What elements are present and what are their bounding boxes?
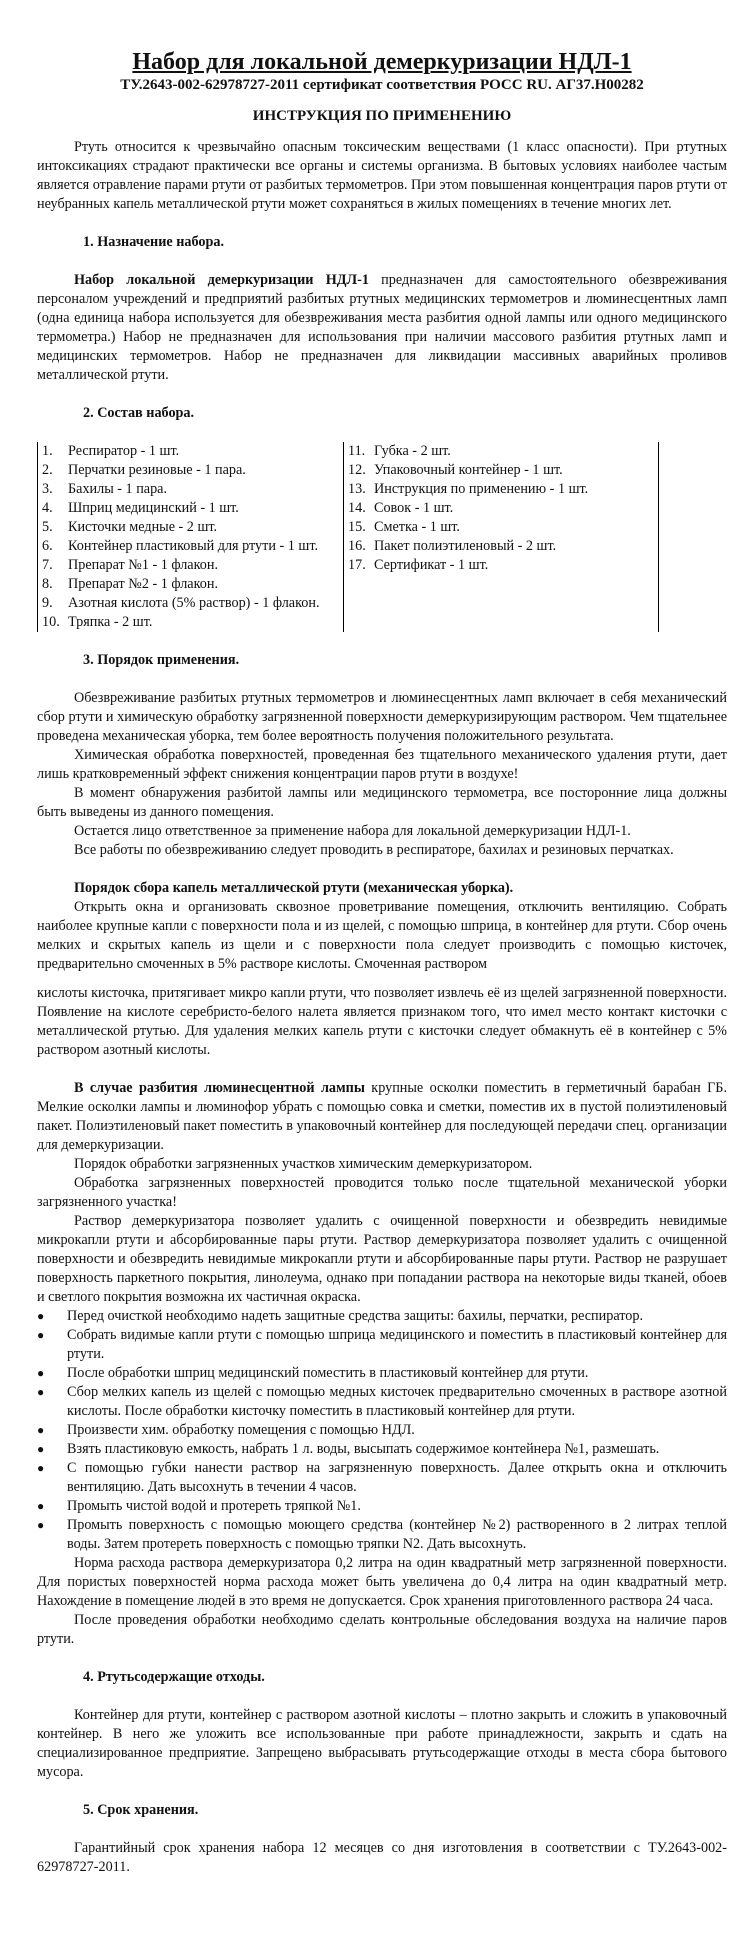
list-item: ● Взять пластиковую емкость, набрать 1 л. воды, высыпать содержимое контейнера №1, размешать. xyxy=(37,1441,660,1457)
intro-paragraph: Ртуть относится к чрезвычайно опасным токсическим веществами (1 класс опасности). При ртутных интоксикациях страдают практически все органы и системы организма. В бытовых условиях наиболее частым является отравление парами ртути от разбитых термометров. При этом повышенная концентрация паров ртути от неубранных капель металлической ртути может сохраняться в жилых помещениях в течение многих лет. xyxy=(37,139,727,212)
collect-heading: Порядок сбора капель металлической ртути (механическая уборка). xyxy=(74,880,514,896)
list-item: 8. Препарат №2 - 1 флакон. xyxy=(42,576,219,592)
list-item: 10. Тряпка - 2 шт. xyxy=(42,614,153,630)
list-item: ● Промыть чистой водой и протереть тряпкой №1. xyxy=(37,1498,361,1514)
collect-paragraph-continued: кислоты кисточка, притягивает микро капли ртути, что позволяет извлечь её из щелей загрязненной поверхности. Появление на кислоте серебристо-белого налета является признаком того, что имел место контакт кисточки с металлической ртутью. Для удаления мелких капель ртути с кисточки следует обмакнуть её в контейнер с 5% раствором азотный кислоты. xyxy=(37,985,727,1058)
list-item: ● Сбор мелких капель из щелей с помощью медных кисточек предварительно смоченных в растворе азотной кислоты. После обработки кисточку поместить в пластиковый контейнер для ртути. xyxy=(37,1384,727,1419)
section-5-heading: 5. Срок хранения. xyxy=(83,1802,199,1818)
chem-paragraph: Обработка загрязненных поверхностей проводится только после тщательной механической уборки загрязненного участка! xyxy=(37,1175,727,1210)
section-1-paragraph xyxy=(37,271,727,385)
list-item: 16. Пакет полиэтиленовый - 2 шт. xyxy=(348,538,557,554)
section-5-paragraph: Гарантийный срок хранения набора 12 месяцев со дня изготовления в соответствии с ТУ.2643-002-62978727-2011. xyxy=(37,1840,727,1875)
list-item: 3. Бахилы - 1 пара. xyxy=(42,481,168,497)
list-item: 1. Респиратор - 1 шт. xyxy=(42,443,180,459)
procedure-bullets xyxy=(37,1307,727,1554)
control-paragraph: После проведения обработки необходимо сделать контрольные обследования воздуха на наличие паров ртути. xyxy=(37,1612,727,1647)
lamp-paragraph: В случае разбития люминесцентной лампы крупные осколки поместить в герметичный барабан ГБ. Мелкие осколки лампы и люминофор убрать с помощью совка и сметки, поместив их в пустой полиэтиленовый пакет. Полиэтиленовый пакет поместить в упаковочный контейнер для последующей передачи спец. организации для демеркуризации. xyxy=(37,1080,728,1153)
section-4-heading: 4. Ртутьсодержащие отходы. xyxy=(83,1669,265,1685)
composition-column-1 xyxy=(37,442,344,632)
instruction-title: ИНСТРУКЦИЯ ПО ПРИМЕНЕНИЮ xyxy=(252,108,512,124)
lamp-lead: В случае разбития люминесцентной лампы xyxy=(74,1080,365,1096)
list-item: ● Промыть поверхность с помощью моющего средства (контейнер №2) растворенного в 2 литрах теплой воды. Затем протереть поверхность с помощью тряпки N2. Дать высохнуть. xyxy=(37,1517,727,1552)
list-item: 13. Инструкция по применению - 1 шт. xyxy=(348,481,589,497)
section-3-paragraph: Химическая обработка поверхностей, проведенная без тщательного механического удаления ртути, дает лишь кратковременный эффект снижения концентрации паров ртути в воздухе! xyxy=(37,747,727,782)
section-3-paragraph: Все работы по обезвреживанию следует проводить в респираторе, бахилах и резиновых перчатках. xyxy=(74,842,674,858)
list-item: 2. Перчатки резиновые - 1 пара. xyxy=(42,462,246,478)
document-subtitle: ТУ.2643-002-62978727-2011 сертификат соответствия РОСС RU. АГ37.Н00282 xyxy=(120,77,644,93)
document-title: Набор для локальной демеркуризации НДЛ-1 xyxy=(132,49,632,75)
section-3-heading: 3. Порядок применения. xyxy=(83,652,240,668)
section-4-paragraph: Контейнер для ртути, контейнер с раствором азотной кислоты – плотно закрыть и сложить в упаковочный контейнер. В него же уложить все использованные при работе принадлежности, закрыть и сдать на специализированное предприятие. Запрещено выбрасывать ртутьсодержащие отходы в места сбора бытового мусора. xyxy=(37,1707,727,1780)
section-1-heading: 1. Назначение набора. xyxy=(83,234,225,250)
list-item: ● Перед очисткой необходимо надеть защитные средства защиты: бахилы, перчатки, респиратор. xyxy=(37,1308,643,1324)
list-item: 15. Сметка - 1 шт. xyxy=(348,519,460,535)
list-item: 17. Сертификат - 1 шт. xyxy=(348,557,489,573)
rate-paragraph: Норма расхода раствора демеркуризатора 0,2 литра на один квадратный метр загрязненной поверхности. Для пористых поверхностей норма расхода может быть увеличена до 0,4 литра на один квадратный метр. Нахождение в помещение людей в это время не допускается. Срок хранения приготовленного раствора 24 часа. xyxy=(37,1555,727,1609)
section-3-paragraph: Остается лицо ответственное за применение набора для локальной демеркуризации НДЛ-1. xyxy=(74,823,631,839)
list-item: 9. Азотная кислота (5% раствор) - 1 флакон. xyxy=(42,595,320,611)
section-1-lead: Набор локальной демеркуризации НДЛ-1 xyxy=(74,272,369,288)
list-item: 11. Губка - 2 шт. xyxy=(348,443,451,459)
list-item: 4. Шприц медицинский - 1 шт. xyxy=(42,500,239,516)
section-1-text: предназначен для самостоятельного обезвреживания персоналом учреждений и предприятий разбитых ртутных медицинских термометров и люминесцентных ламп (одна единица набора используется для обезвреживания места разбития одной лампы или одного медицинского термометра.) Набор не предназначен для использования при наличии массового разбития ртутных ламп и медицинских термометров. Набор не предназначен для ликвидации массивных аварийных проливов металлической ртути. xyxy=(37,272,728,383)
chem-paragraph: Раствор демеркуризатора позволяет удалить с очищенной поверхности и обезвредить невидимые микрокапли ртути и абсорбированные пары ртути. Раствор демеркуризатора позволяет удалить с очищенной поверхности и обезвредить невидимые микрокапли ртути и абсорбированные пары ртути. Раствор не разрушает поверхность паркетного покрытия, линолеума, однако при попадании раствора на некоторые виды тканей, обоев и светлого покрытия возможна их частичная окраска. xyxy=(37,1213,727,1305)
list-item: 12. Упаковочный контейнер - 1 шт. xyxy=(348,462,563,478)
section-2-heading: 2. Состав набора. xyxy=(83,405,195,421)
list-item: 7. Препарат №1 - 1 флакон. xyxy=(42,557,219,573)
list-item: ● Собрать видимые капли ртути с помощью шприца медицинского и поместить в пластиковый контейнер для ртути. xyxy=(37,1327,727,1362)
composition-list xyxy=(37,442,727,632)
collect-paragraph: Открыть окна и организовать сквозное проветривание помещения, отключить вентиляцию. Собрать наиболее крупные капли с поверхности пола и из щелей, с помощью шприца, в контейнер для ртути. Сбор очень мелких и скрытых капель из щели и с поверхности пола следует производить с помощью кисточек, предварительно смоченных в 5% растворе кислоты. Смоченная раствором xyxy=(37,899,727,972)
chem-heading: Порядок обработки загрязненных участков химическим демеркуризатором. xyxy=(74,1156,533,1172)
list-item: 6. Контейнер пластиковый для ртути - 1 шт. xyxy=(42,538,318,554)
list-item: ● С помощью губки нанести раствор на загрязненную поверхность. Далее открыть окна и отключить вентиляцию. Дать высохнуть в течении 4 часов. xyxy=(37,1460,727,1495)
list-item: 14. Совок - 1 шт. xyxy=(348,500,454,516)
list-item: ● После обработки шприц медицинский поместить в пластиковый контейнер для ртути. xyxy=(37,1365,589,1381)
section-3-paragraph: В момент обнаружения разбитой лампы или медицинского термометра, все посторонние лица должны быть выведены из данного помещения. xyxy=(37,785,727,820)
composition-column-2 xyxy=(344,442,659,632)
section-3-paragraph: Обезвреживание разбитых ртутных термометров и люминесцентных ламп включает в себя механический сбор ртути и химическую обработку загрязненной поверхности демеркуризирующим раствором. Чем тщательнее проведена механическая уборка, тем более вероятность получения положительного результата. xyxy=(37,690,727,744)
list-item: ● Произвести хим. обработку помещения с помощью НДЛ. xyxy=(37,1422,415,1438)
list-item: 5. Кисточки медные - 2 шт. xyxy=(42,519,218,535)
